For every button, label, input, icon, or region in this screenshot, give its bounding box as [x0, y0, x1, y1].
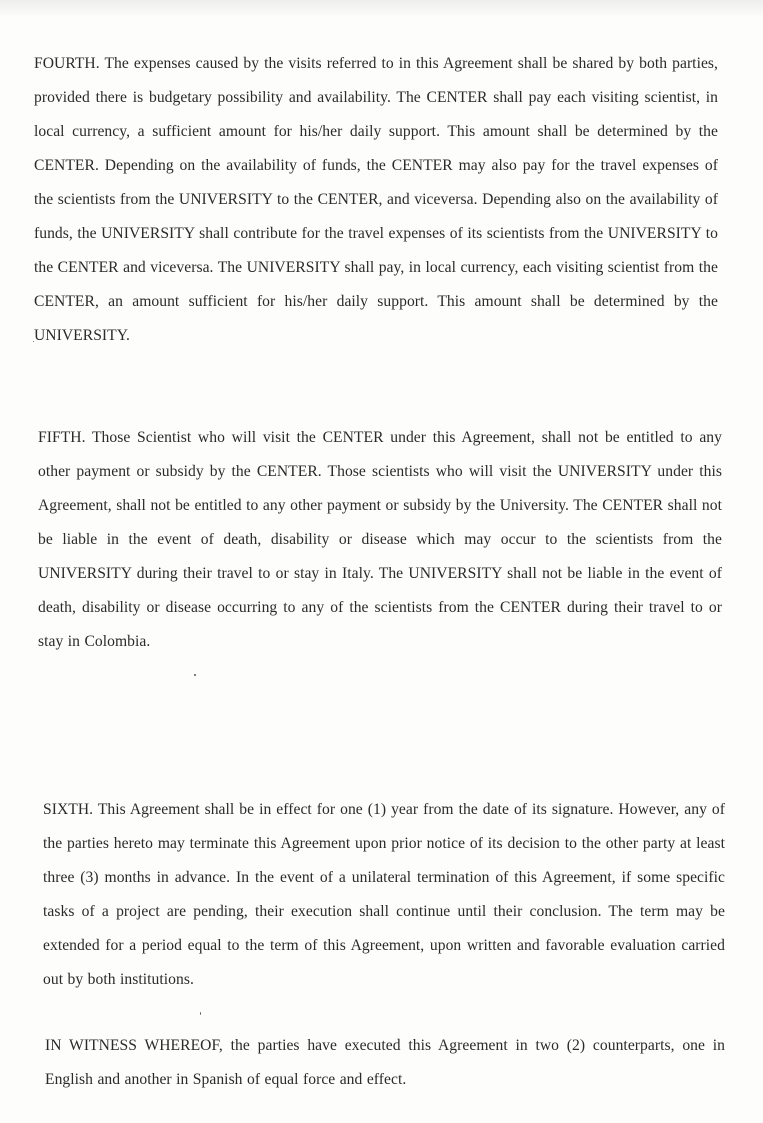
scan-speck [200, 1012, 201, 1015]
witness-whereof-paragraph: IN WITNESS WHEREOF, the parties have executed this Agreement in two (2) counterparts, one in English and another in Spanish of equal force and effect. [45, 1036, 725, 1088]
scan-shadow [0, 0, 763, 18]
clause-fifth-paragraph: FIFTH. Those Scientist who will visit the CENTER under this Agreement, shall not be entitled to any other payment or subsidy by the CENTER. Those scientists who will visit the UNIVERSITY under this Agreement, shall not be entitled to any other payment or subsidy by the University. The CENTER shall not be liable in the event of death, disability or disease which may occur to the scientists from the UNIVERSITY during their travel to or stay in Italy. The UNIVERSITY shall not be liable in the event of death, disability or disease occurring to any of the scientists from the CENTER during their travel to or stay in Colombia. [38, 428, 722, 650]
scan-speck [33, 341, 34, 342]
scan-speck [194, 674, 196, 676]
clause-fourth-paragraph: FOURTH. The expenses caused by the visits referred to in this Agreement shall be shared by both parties, provided there is budgetary possibility and availability. The CENTER shall pay each visiting scientist, in local currency, a sufficient amount for his/her daily support. This amount shall be determined by the CENTER. Depending on the availability of funds, the CENTER may also pay for the travel expenses of the scientists from the UNIVERSITY to the CENTER, and viceversa. Depending also on the availability of funds, the UNIVERSITY shall contribute for the travel expenses of its scientists from the UNIVERSITY to the CENTER and viceversa. The UNIVERSITY shall pay, in local currency, each visiting scientist from the CENTER, an amount sufficient for his/her daily support. This amount shall be determined by the UNIVERSITY. [34, 54, 718, 344]
clause-sixth-paragraph: SIXTH. This Agreement shall be in effect for one (1) year from the date of its signature. However, any of the parties hereto may terminate this Agreement upon prior notice of its decision to the other party at least three (3) months in advance. In the event of a unilateral termination of this Agreement, if some specific tasks of a project are pending, their execution shall continue until their conclusion. The term may be extended for a period equal to the term of this Agreement, upon written and favorable evaluation carried out by both institutions. [43, 800, 725, 988]
